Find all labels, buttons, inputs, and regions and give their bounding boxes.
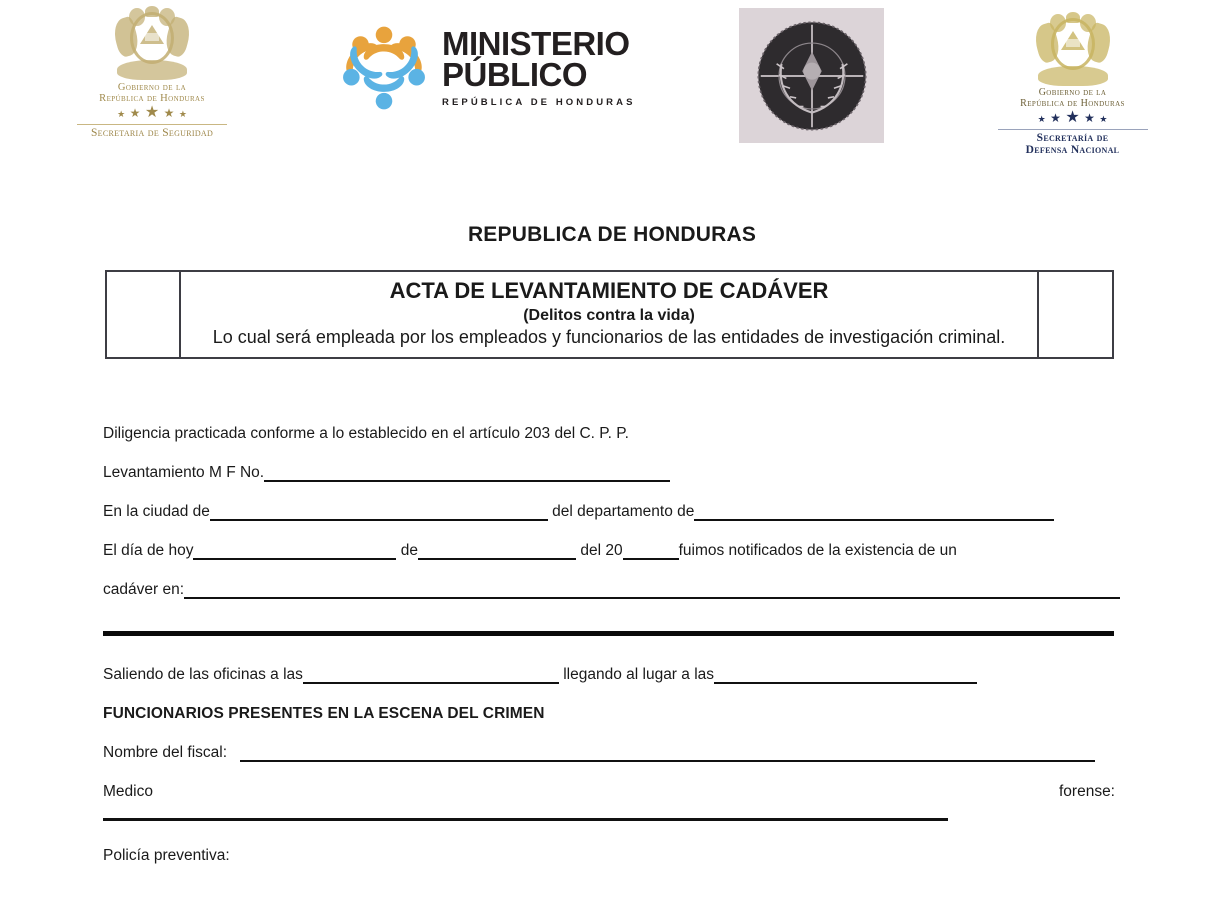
form-body	[103, 425, 1115, 886]
page-title: REPUBLICA DE HONDURAS	[467, 223, 757, 246]
medico-label: Medico	[103, 783, 153, 800]
honduras-coat-of-arms-icon	[990, 14, 1155, 88]
dia-input[interactable]	[193, 545, 396, 560]
acta-description: Lo cual será empleada por los empleados y funcionarios de las entidades de investigación criminal.	[212, 326, 1006, 347]
logo-gov-line-1: Gobierno de la	[117, 82, 187, 93]
header-logo-strip	[0, 0, 1224, 175]
dia-label: El día de hoy	[103, 542, 194, 559]
logo-gov-line-2: República de Honduras	[1020, 97, 1125, 109]
row-policia	[103, 847, 1115, 865]
stars-icon: ★ ★ ★ ★ ★	[1037, 108, 1108, 126]
fiscal-input[interactable]	[240, 747, 1095, 762]
people-circle-icon	[338, 22, 430, 114]
logo-dept-line-1: Secretaría de	[1036, 131, 1109, 144]
stars-icon: ★ ★ ★ ★ ★	[117, 103, 187, 121]
logo-divider-rule	[77, 124, 227, 125]
logo-gov-line-1: Gobierno de la	[1038, 87, 1107, 98]
forense-label: forense:	[1058, 783, 1115, 800]
funcionarios-heading	[103, 705, 1115, 723]
logo-secretaria-de-defensa-nacional	[990, 14, 1155, 157]
ciudad-label: En la ciudad de	[103, 503, 210, 520]
mes-input[interactable]	[418, 545, 576, 560]
medico-forense-input[interactable]	[103, 818, 948, 821]
row-fiscal	[103, 744, 1115, 762]
mes-label: de	[400, 542, 419, 559]
levantamiento-input[interactable]	[264, 467, 670, 482]
ministerio-title-line-1: MINISTERIO	[442, 24, 630, 62]
title-table-cell-main	[181, 272, 1037, 357]
logo-dept-line-1: Secretaria de Seguridad	[90, 126, 214, 139]
departamento-label: del departamento de	[552, 503, 695, 520]
policia-label: Policía preventiva:	[103, 847, 230, 864]
saliendo-input[interactable]	[303, 669, 559, 684]
anio-label: del 20	[580, 542, 623, 559]
acta-title: ACTA DE LEVANTAMIENTO DE CADÁVER	[389, 278, 829, 303]
logo-dept-line-2: Defensa Nacional	[1025, 144, 1120, 157]
row-intro	[103, 425, 1115, 443]
logo-gov-line-2: República de Honduras	[99, 93, 205, 105]
fiscal-label: Nombre del fiscal:	[103, 744, 228, 761]
cadaver-input[interactable]	[184, 584, 1120, 599]
title-table	[105, 270, 1114, 359]
levantamiento-label: Levantamiento M F No.	[103, 464, 265, 481]
row-cadaver	[103, 581, 1115, 599]
ministerio-title-line-2: PÚBLICO	[442, 56, 587, 93]
acta-subtitle: (Delitos contra la vida)	[523, 306, 695, 324]
logo-divider-rule	[998, 129, 1148, 130]
logo-ministerio-publico	[338, 22, 638, 114]
logo-secretaria-de-seguridad	[62, 8, 242, 140]
row-levantamiento	[103, 464, 1115, 482]
title-table-cell-left	[107, 272, 181, 357]
ministerio-subtitle: REPÚBLICA DE HONDURAS	[442, 97, 636, 109]
notificados-text: fuimos notificados de la existencia de un	[678, 542, 957, 559]
departamento-input[interactable]	[694, 506, 1054, 521]
cadaver-label: cadáver en:	[103, 581, 184, 598]
title-table-cell-right	[1037, 272, 1112, 357]
row-horarios	[103, 666, 1115, 684]
section-divider-rule	[103, 631, 1114, 636]
row-ciudad-departamento	[103, 503, 1115, 521]
ciudad-input[interactable]	[210, 506, 548, 521]
saliendo-label: Saliendo de las oficinas a las	[103, 666, 303, 683]
anio-input[interactable]	[623, 545, 679, 560]
funcionarios-heading-text: FUNCIONARIOS PRESENTES EN LA ESCENA DEL CRIMEN	[103, 705, 545, 722]
logo-seal-photo	[739, 8, 884, 143]
intro-text: Diligencia practicada conforme a lo establecido en el artículo 203 del C. P. P.	[103, 425, 629, 442]
honduras-coat-of-arms-icon	[62, 8, 242, 82]
llegando-input[interactable]	[714, 669, 977, 684]
llegando-label: llegando al lugar a las	[563, 666, 715, 683]
row-medico-forense	[103, 783, 1115, 801]
circular-seal-icon	[739, 8, 884, 143]
row-fecha	[103, 542, 1115, 560]
